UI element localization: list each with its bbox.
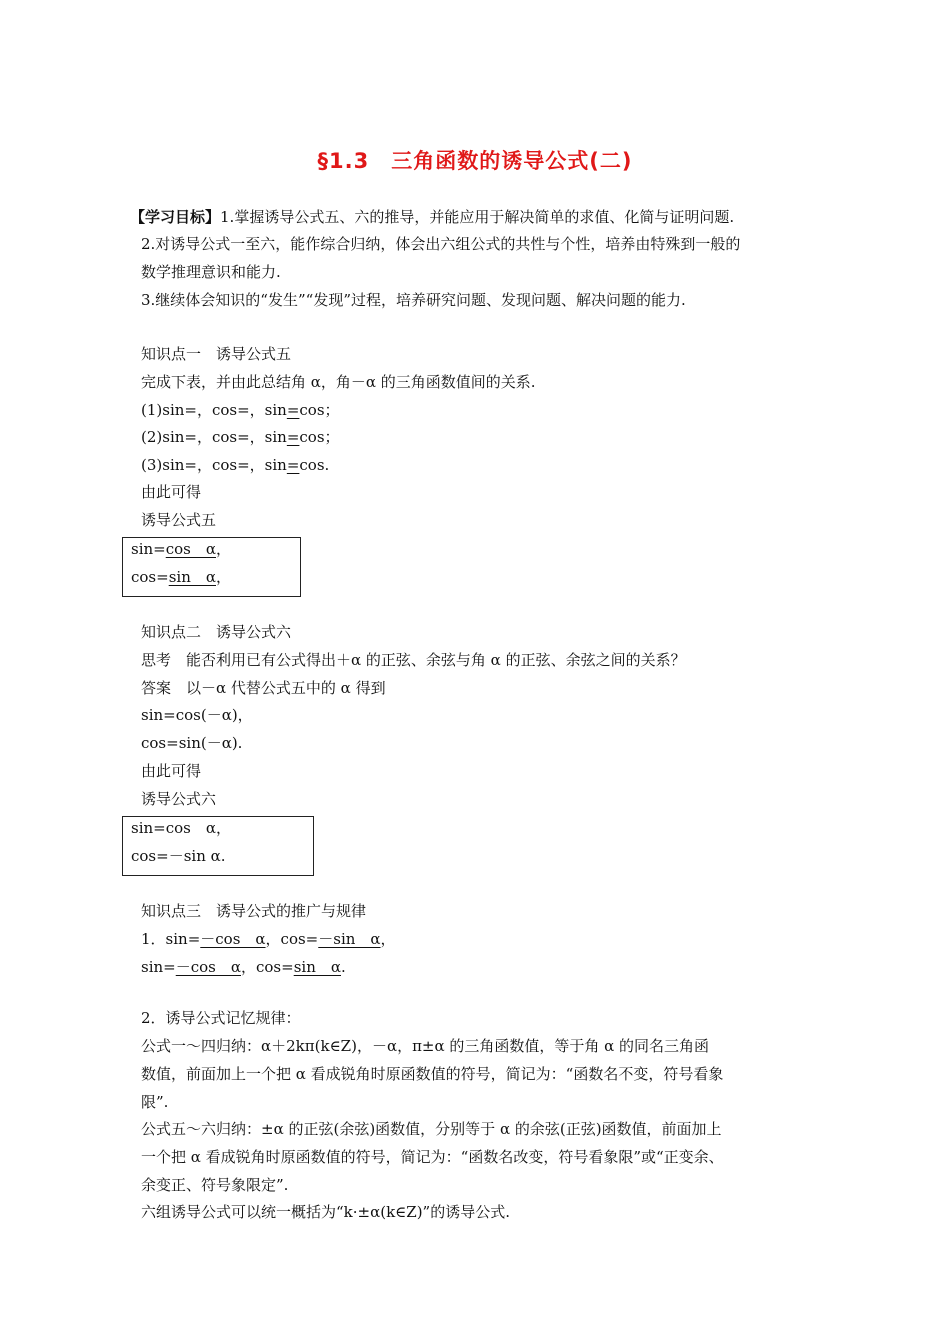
formula-five-line-2: [131, 567, 231, 587]
k1-row-1-a: (1)sin=，cos=，sin: [141, 401, 287, 419]
k1-intro: 完成下表，并由此总结角 α，角－α 的三角函数值间的关系.: [141, 373, 536, 391]
k1-heading: 知识点一 诱导公式五: [141, 345, 292, 363]
objectives-tag: 【学习目标】: [130, 208, 221, 226]
k3-summary: 六组诱导公式可以统一概括为“k·±α(k∈Z)”的诱导公式.: [141, 1203, 510, 1221]
k1-row-3-a: (3)sin=，cos=，sin: [141, 456, 287, 474]
formula-five-1-answer: cos α: [165, 540, 216, 558]
objective-3: 3.继续体会知识的“发生”“发现”过程，培养研究问题、发现问题、解决问题的能力.: [141, 291, 686, 309]
k3-line-1-b: ，cos=: [265, 930, 319, 948]
formula-five-2-b: ，: [216, 568, 232, 586]
k1-row-1-blank: =: [286, 401, 300, 419]
page-title: §1.3 三角函数的诱导公式(二): [317, 149, 633, 173]
formula-five-2-a: cos=: [131, 568, 169, 586]
k3-paragraph-1: 公式一～四归纳：α＋2kπ(k∈Z)，－α，π±α 的三角函数值，等于角 α 的同名三角函: [141, 1037, 710, 1055]
k1-formula-name: 诱导公式五: [141, 511, 217, 529]
k3-line-2-a: sin=: [141, 958, 176, 976]
k2-think: 思考 能否利用已有公式得出＋α 的正弦、余弦与角 α 的正弦、余弦之间的关系？: [141, 651, 686, 669]
k3-line-1-c: ，: [380, 930, 396, 948]
k2-equation-2: cos=sin(－α).: [141, 734, 243, 752]
k2-equation-1: sin=cos(－α)，: [141, 706, 253, 724]
k3-paragraph-1-cont: 数值，前面加上一个把 α 看成锐角时原函数值的符号，简记为：“函数名不变，符号看象: [141, 1065, 724, 1083]
k3-line-2: [141, 957, 346, 977]
objective-1: 1.掌握诱导公式五、六的推导，并能应用于解决简单的求值、化简与证明问题.: [220, 208, 735, 226]
k2-formula-name: 诱导公式六: [141, 790, 217, 808]
k1-row-3: [141, 455, 329, 475]
k1-row-2-b: cos；: [299, 428, 340, 446]
k3-line-2-answer-1: －cos α: [175, 958, 241, 976]
k3-paragraph-2-cont: 一个把 α 看成锐角时原函数值的符号，简记为：“函数名改变，符号看象限”或“正变余、: [141, 1148, 724, 1166]
k3-paragraph-2-end: 余变正、符号象限定”.: [141, 1176, 289, 1194]
k3-line-2-b: ，cos=: [241, 958, 294, 976]
k3-line-1: [141, 929, 396, 949]
k1-row-1: [141, 400, 340, 420]
formula-five-1-a: sin=: [131, 540, 166, 558]
formula-six-line-2: cos=－sin α.: [131, 847, 226, 865]
k2-hence: 由此可得: [141, 762, 202, 780]
k3-paragraph-1-end: 限”.: [141, 1093, 169, 1111]
k1-row-3-blank: =: [286, 456, 300, 474]
formula-five-2-answer: sin α: [168, 568, 216, 586]
k2-answer: 答案 以－α 代替公式五中的 α 得到: [141, 679, 386, 697]
formula-five-1-b: ，: [216, 540, 232, 558]
k3-heading: 知识点三 诱导公式的推广与规律: [141, 902, 367, 920]
k1-row-3-b: cos.: [299, 456, 330, 474]
k1-row-2-a: (2)sin=，cos=，sin: [141, 428, 287, 446]
formula-six-line-1: sin=cos α，: [131, 819, 231, 837]
k1-row-1-b: cos；: [299, 401, 340, 419]
k1-row-2: [141, 427, 340, 447]
k3-line-2-c: .: [341, 958, 346, 976]
objective-2-cont: 数学推理意识和能力.: [141, 263, 281, 281]
k1-row-2-blank: =: [286, 428, 300, 446]
k3-line-2-answer-2: sin α: [293, 958, 341, 976]
k3-line-1-answer-2: －sin α: [318, 930, 381, 948]
k1-hence: 由此可得: [141, 483, 202, 501]
objectives-line-1: [130, 207, 734, 227]
k3-line-1-a: 1．sin=: [141, 930, 201, 948]
k3-rule-title: 2．诱导公式记忆规律：: [141, 1009, 301, 1027]
k3-paragraph-2: 公式五～六归纳：±α 的正弦(余弦)函数值，分别等于 α 的余弦(正弦)函数值，前面加上: [141, 1120, 722, 1138]
formula-five-line-1: [131, 539, 231, 559]
objective-2: 2.对诱导公式一至六，能作综合归纳，体会出六组公式的共性与个性，培养由特殊到一般的: [141, 235, 741, 253]
k2-heading: 知识点二 诱导公式六: [141, 623, 292, 641]
k3-line-1-answer-1: －cos α: [200, 930, 266, 948]
